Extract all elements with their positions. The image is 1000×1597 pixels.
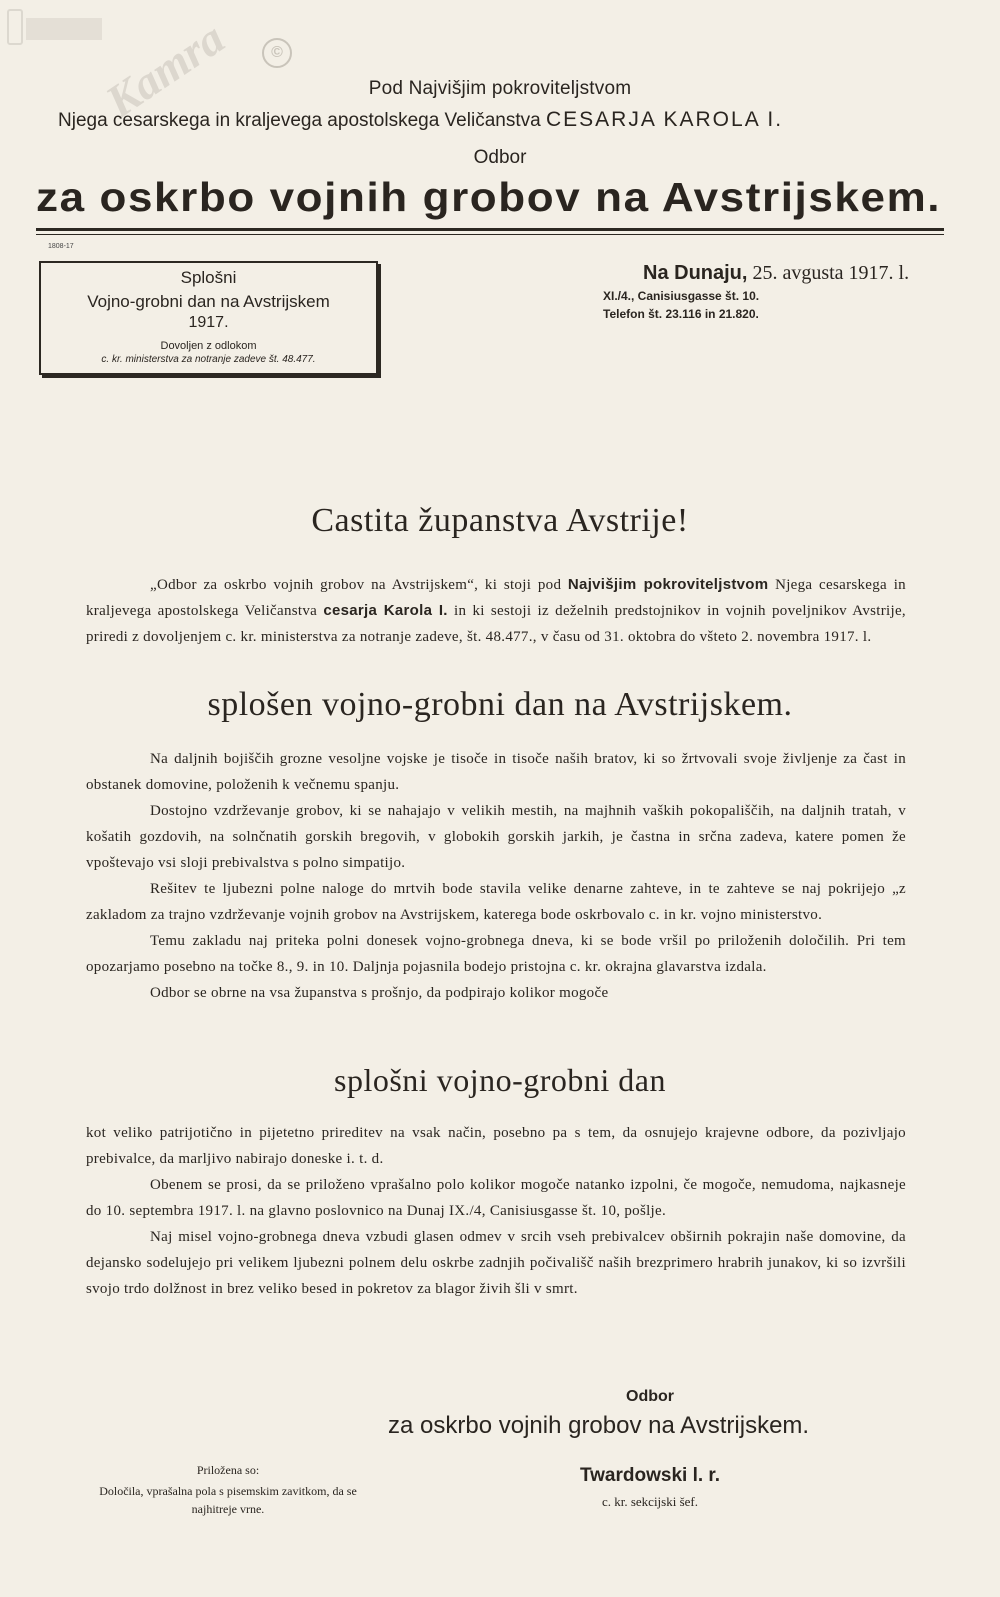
emperor-line xyxy=(58,108,783,132)
paragraph-2 xyxy=(86,746,906,798)
intro-part-a: „Odbor za oskrbo vojnih grobov na Avstrijskem“, ki stoji pod xyxy=(150,577,562,593)
watermark-text: Kamra xyxy=(96,11,234,128)
place: Na Dunaju, xyxy=(643,262,748,284)
paragraph-7-text: kot veliko patrijotično in pijetetno prireditev na vsak način, posebno pa s tem, da osnujejo krajevne odbore, da pozivljajo prebivalce, da marljivo nabirajo doneske i. t. d. xyxy=(86,1125,906,1167)
emperor-name: CESARJA KAROLA I. xyxy=(545,108,784,131)
kamra-logo-icon xyxy=(6,6,106,50)
paragraph-6 xyxy=(86,980,906,1006)
signature-committee: Odbor xyxy=(626,1388,674,1405)
notice-box-line1: Splošni xyxy=(180,268,237,287)
print-code: 1808-17 xyxy=(48,243,74,250)
paragraph-block-2 xyxy=(86,1120,906,1302)
header-divider xyxy=(36,228,944,231)
committee-label: Odbor xyxy=(473,147,527,168)
intro-part-e: in ki sestoji iz deželnih predstojnikov in vojnih poveljnikov Avstrije, priredi z dovoljenjem c. kr. ministerstva za notranje zadeve, št. 48.477., v času od 31. oktobra do všteto 2. novembra 1917. l. xyxy=(86,603,906,645)
enclosure-text: Določila, vprašalna pola s pisemskim zavitkom, da se najhitreje vrne. xyxy=(99,1484,357,1516)
notice-box-year: 1917. xyxy=(188,314,229,331)
paragraph-2-text: Na daljnih bojiščih grozne vesoljne vojske je tisoče in tisoče naših bratov, ki so žrtvovali svoje življenje za čast in obstanek domovine, položenih k večnemu spanju. xyxy=(86,751,906,793)
enclosure-title: Priložena so: xyxy=(196,1463,260,1477)
greeting: Castita županstva Avstrije! xyxy=(311,502,689,539)
paragraph-3-text: Dostojno vzdrževanje grobov, ki se nahajajo v velikih mestih, na majhnih vaških pokopališčih, na daljnih tratah, v košatih gozdovih, na solnčnatih gorskih bregovih, v globokih gorskih jarkih, je častna in srčna zadeva, katere pomen že vpoštevajo vsi sloji prebivalstva s polno simpatijo. xyxy=(86,803,906,871)
paragraph-intro xyxy=(86,572,906,650)
committee-title: za oskrbo vojnih grobov na Avstrijskem. xyxy=(36,175,942,221)
signatory-title: c. kr. sekcijski šef. xyxy=(601,1494,699,1509)
header-divider-thin xyxy=(36,234,944,235)
date: 25. avgusta 1917. l. xyxy=(752,262,910,284)
paragraph-6-text: Odbor se obrne na vsa županstva s prošnjo, da podpirajo kolikor mogoče xyxy=(150,985,609,1001)
intro-part-d: cesarja Karola I. xyxy=(323,602,448,619)
signature-committee-full: za oskrbo vojnih grobov na Avstrijskem. xyxy=(388,1412,810,1439)
street-address: XI./4., Canisiusgasse št. 10. xyxy=(603,289,760,303)
paragraph-8-text: Obenem se prosi, da se priloženo vprašalno polo kolikor mogoče natanko izpolni, če mogoče, nemudoma, najkasneje do 10. septembra 1917. l. na glavno poslovnico na Dunaj IX./4, Canisiusgasse št. 10, pošlje. xyxy=(86,1177,906,1219)
paragraph-4 xyxy=(86,876,906,928)
place-date xyxy=(643,262,909,285)
notice-box-permit: Dovoljen z odlokom xyxy=(160,340,257,352)
paragraph-3 xyxy=(86,798,906,876)
paragraph-block-1 xyxy=(86,746,906,1006)
intro-part-b: Najvišjim pokroviteljstvom xyxy=(567,576,769,593)
heading-war-graves-day: splošni vojno-grobni dan xyxy=(334,1062,666,1098)
paragraph-8 xyxy=(86,1172,906,1224)
emperor-line-prefix: Njega cesarskega in kraljevega apostolskega Veličanstva xyxy=(58,110,541,131)
notice-box-line2: Vojno-grobni dan na Avstrijskem xyxy=(87,292,330,311)
paragraph-9 xyxy=(86,1224,906,1302)
paragraph-5 xyxy=(86,928,906,980)
paragraph-9-text: Naj misel vojno-grobnega dneva vzbudi glasen odmev v srcih vseh prebivalcev obširnih pokrajin naše domovine, da dejansko sodelujejo pri velikem ljubezni polnem delu oskrbe zadnjih počivališč naših brezprimero hrabrih junakov, ki so izvršili svojo trdo dolžnost in brez veliko besed in pokretov za blagor živih šli v smrt. xyxy=(86,1229,906,1297)
notice-box-ministry: c. kr. ministerstva za notranje zadeve št. 48.477. xyxy=(101,354,316,365)
intro-part-c: Njega cesarskega in kraljevega apostolskega Veličanstva xyxy=(86,577,906,619)
signatory-name: Twardowski l. r. xyxy=(579,1465,721,1486)
heading-general-day: splošen vojno-grobni dan na Avstrijskem. xyxy=(207,686,793,723)
paragraph-7 xyxy=(86,1120,906,1172)
phone: Telefon št. 23.116 in 21.820. xyxy=(603,307,759,321)
paragraph-5-text: Temu zakladu naj priteka polni donesek vojno-grobnega dneva, ki se bode vršil po priloženih določilih. Pri tem opozarjamo posebno na točke 8., 9. in 10. Daljnja pojasnila bodejo pristojna c. kr. okrajna glavarstva izdala. xyxy=(86,933,906,975)
patronage-line: Pod Najvišjim pokroviteljstvom xyxy=(368,78,632,99)
paragraph-4-text: Rešitev te ljubezni polne naloge do mrtvih bode stavila velike denarne zahteve, in te zahteve se naj pokrijejo „z zakladom za trajno vzdrževanje vojnih grobov na Avstrijskem, katerega bode oskrbovalo c. in kr. vojno ministerstvo. xyxy=(86,881,906,923)
copyright-icon: © xyxy=(262,38,292,68)
